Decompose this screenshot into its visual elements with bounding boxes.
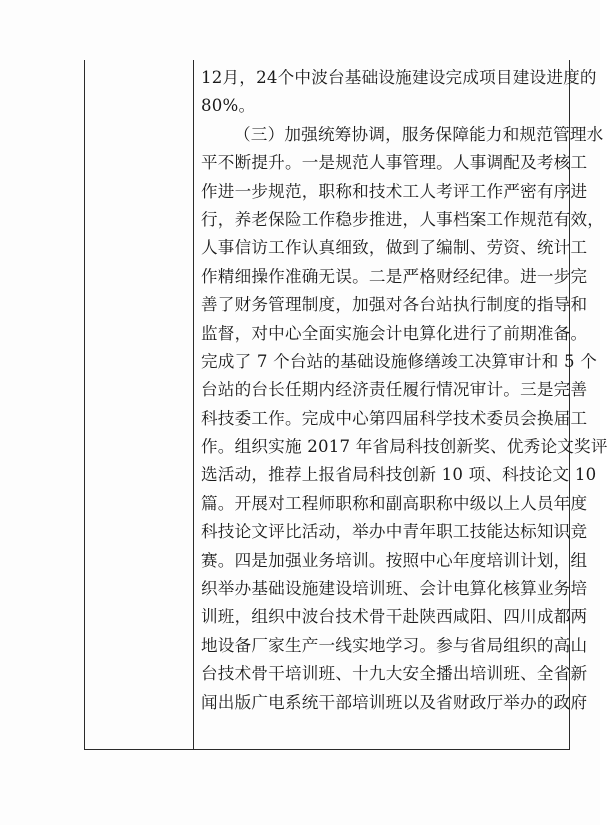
text-line: 监督，对中心全面实施会计电算化进行了前期准备。 [201,323,588,343]
text-line: 作精细操作准确无误。二是严格财经纪律。进一步完 [201,266,588,286]
text-line: 完成了 7 个台站的基础设施修缮竣工决算审计和 5 个 [201,351,598,371]
text-line: 闻出版广电系统干部培训班以及省财政厅举办的政府 [201,692,588,712]
text-line: 织举办基础设施建设培训班、会计电算化核算业务培 [201,579,588,599]
text-line: （三）加强统筹协调，服务保障能力和规范管理水 [234,124,604,144]
text-line: 平不断提升。一是规范人事管理。人事调配及考核工 [201,153,588,173]
text-line: 科技委工作。完成中心第四届科学技术委员会换届工 [201,408,588,428]
text-line: 作。组织实施 2017 年省局科技创新奖、优秀论文奖评 [201,437,608,457]
text-line: 篇。开展对工程师职称和副高职称中级以上人员年度 [201,493,588,513]
text-line: 人事信访工作认真细致，做到了编制、劳资、统计工 [201,238,588,258]
text-line: 地设备厂家生产一线实地学习。参与省局组织的高山 [201,635,588,655]
text-line: 行，养老保险工作稳步推进，人事档案工作规范有效， [201,209,605,229]
text-line: 台技术骨干培训班、十九大安全播出培训班、全省新 [201,664,588,684]
text-line: 作进一步规范，职称和技术工人考评工作严密有序进 [201,181,588,201]
text-line: 台站的台长任期内经济责任履行情况审计。三是完善 [201,380,588,400]
text-line: 训班，组织中波台技术骨干赴陕西咸阳、四川成都两 [201,607,588,627]
content-cell [201,64,608,717]
text-line: 科技论文评比活动，举办中青年职工技能达标知识竞 [201,522,588,542]
text-line: 善了财务管理制度，加强对各台站执行制度的指导和 [201,295,588,315]
text-line: 80%。 [201,96,256,116]
text-line: 赛。四是加强业务培训。按照中心年度培训计划，组 [201,550,588,570]
table-frame [84,60,608,750]
text-line: 选活动，推荐上报省局科技创新 10 项、科技论文 10 [201,465,597,485]
left-column-cell [85,60,194,749]
text-line: 12月，24个中波台基础设施建设完成项目建设进度的 [201,68,597,87]
